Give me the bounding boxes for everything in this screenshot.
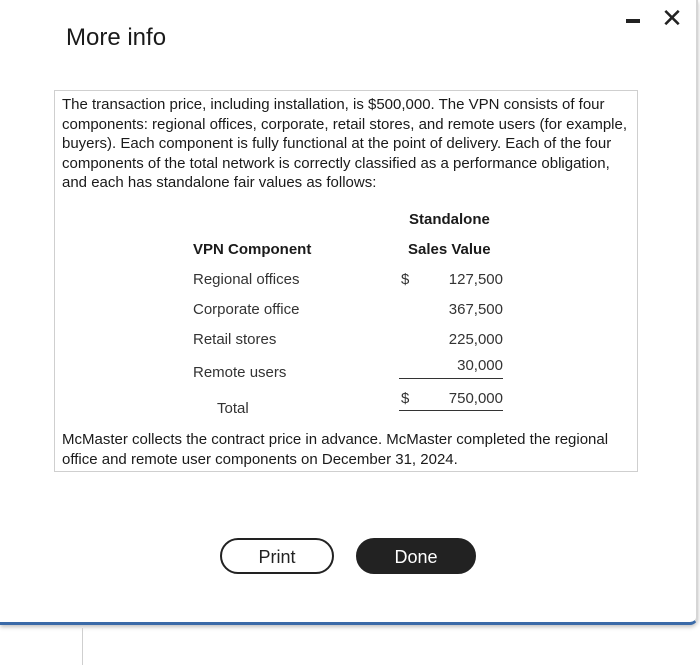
subtotal-underline	[399, 378, 503, 379]
table-row-component: Regional offices	[193, 271, 300, 288]
table-row-value: 225,000	[448, 331, 503, 348]
currency-symbol: $	[401, 271, 410, 288]
table-row-value: 127,500	[448, 271, 503, 288]
dialog-title: More info	[66, 24, 167, 51]
total-value: 750,000	[448, 390, 503, 407]
done-button[interactable]: Done	[356, 538, 476, 574]
table-row-component: Retail stores	[193, 331, 277, 348]
value-header-line2: Sales Value	[408, 241, 491, 258]
background-divider	[82, 628, 83, 665]
close-icon[interactable]: ✕	[661, 3, 683, 33]
minimize-icon[interactable]	[624, 10, 644, 30]
total-currency-symbol: $	[401, 390, 410, 407]
info-box	[54, 90, 638, 472]
table-row-value: 367,500	[448, 301, 503, 318]
value-header-line1: Standalone	[409, 211, 490, 228]
intro-paragraph: The transaction price, including installation, is $500,000. The VPN consists of four components: regional offices, corporate, retail stores, and remote users (for example, buyers). Each component is fully functional at the point of delivery. Each of the four components of the total network is correctly classified as a performance obligation, and each has standalone fair values as follows:	[62, 96, 627, 191]
component-header: VPN Component	[193, 241, 312, 258]
table-row-value: 30,000	[457, 357, 503, 374]
outro-paragraph: McMaster collects the contract price in advance. McMaster completed the regional office and remote user components on December 31, 2024.	[62, 431, 609, 468]
table-row-component: Corporate office	[193, 301, 300, 318]
total-label: Total	[217, 400, 249, 417]
total-underline	[399, 410, 503, 411]
print-button[interactable]: Print	[220, 538, 334, 574]
table-row-component: Remote users	[193, 364, 287, 381]
